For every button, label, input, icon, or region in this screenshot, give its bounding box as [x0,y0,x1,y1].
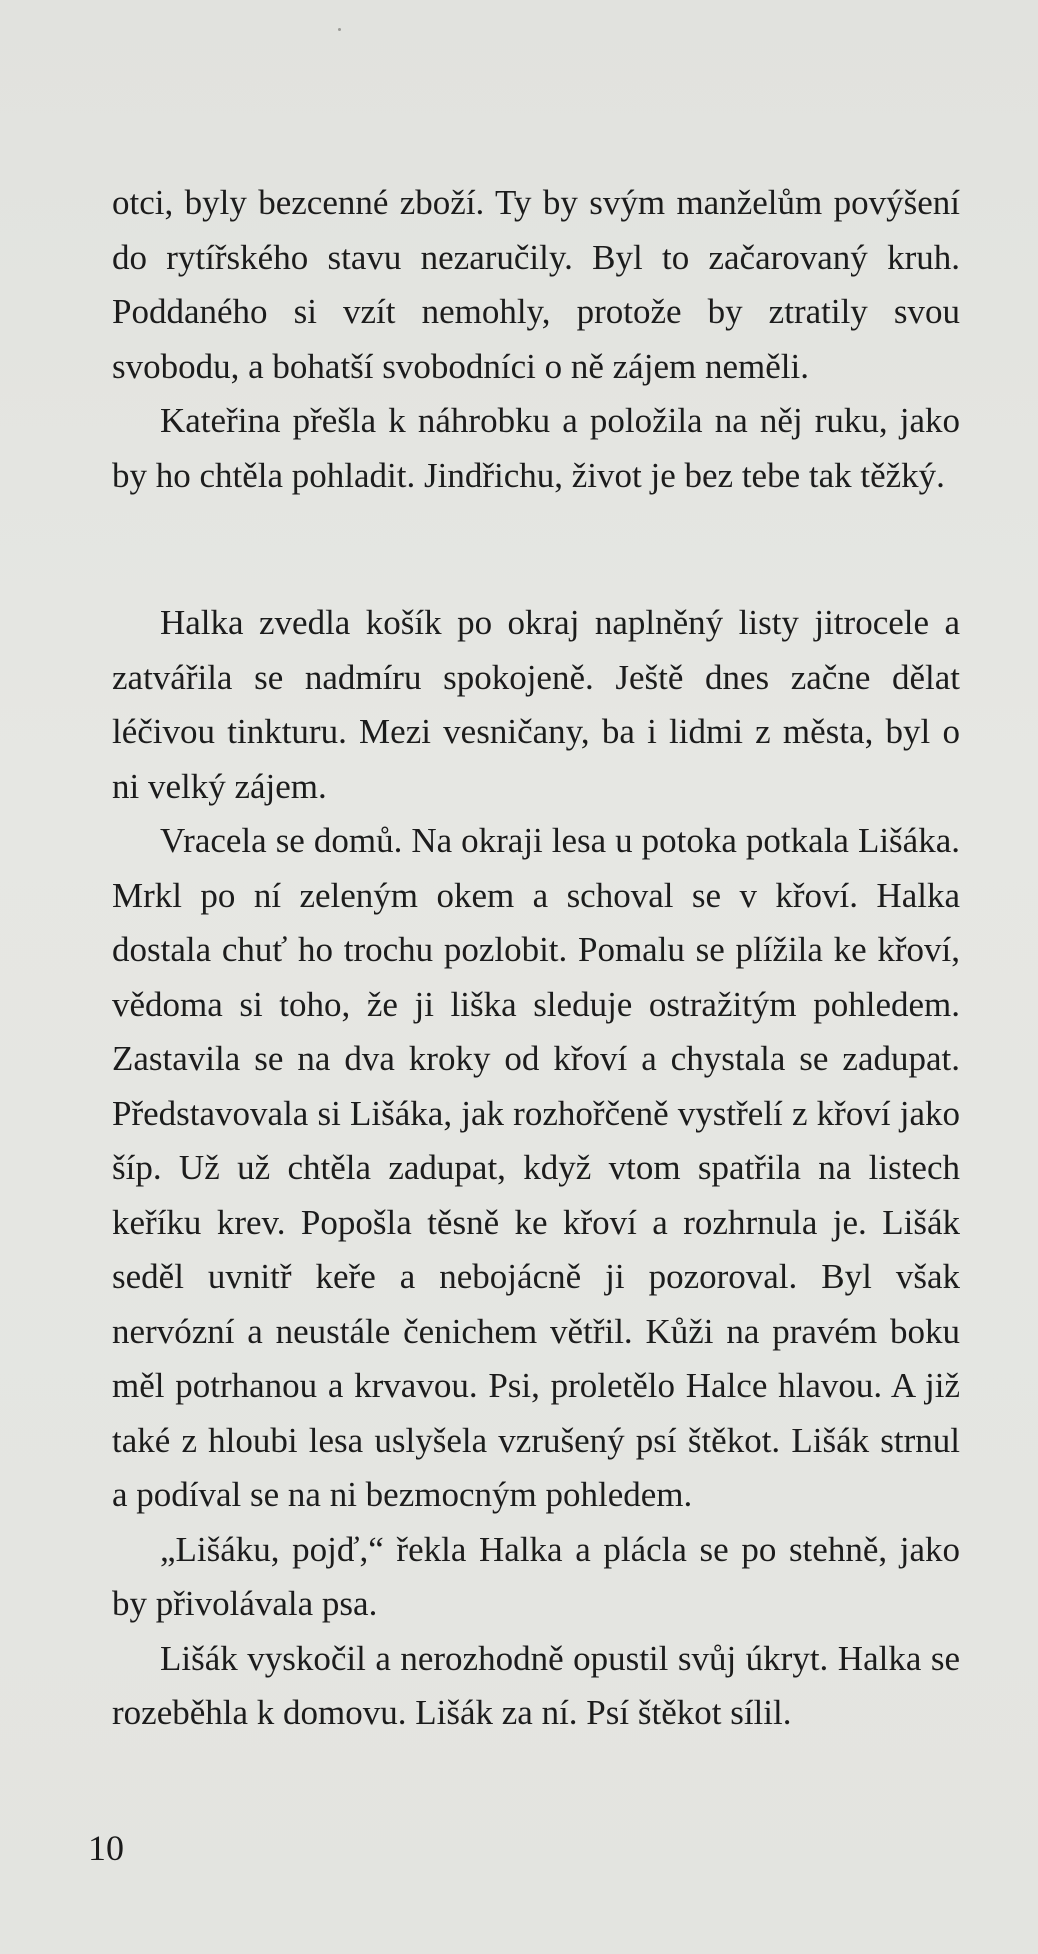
paragraph: Lišák vyskočil a nerozhodně opustil svůj úkryt. Halka se rozeběhla k domovu. Lišák za ní. Psí štěkot sílil. [112,1638,960,1732]
paragraph: Vracela se domů. Na okraji lesa u potoka potkala Lišáka. Mrkl po ní zeleným okem a schoval se v křoví. Halka dostala chuť ho trochu pozlobit. Pomalu se plížila ke křoví, vědoma si toho, že ji liška sleduje ostražitým pohledem. Zastavila se na dva kroky od křoví a chystala se zadupat. Představovala si Lišáka, jak rozhořčeně vystřelí z křoví jako šíp. Už už chtěla zadupat, když vtom spatřila na listech keříku krev. Popošla těsně ke křoví a rozhrnula je. Lišák seděl uvnitř keře a nebojácně ji pozoroval. Byl však nervózní a neustále čenichem větřil. Kůži na pravém boku měl potrhanou a krvavou. Psi, proletělo Halce hlavou. A již také z hloubi lesa uslyšela vzrušený psí štěkot. Lišák strnul a podíval se na ni bezmocným pohledem. [112,821,960,1514]
text-section-2 [112,596,960,1741]
paragraph: Kateřina přešla k náhrobku a položila na něj ruku, jako by ho chtěla pohladit. Jindřichu, život je bez tebe tak těžký. [112,401,960,495]
paragraph: otci, byly bezcenné zboží. Ty by svým manželům povýšení do rytířského stavu nezaručily. Byl to začarovaný kruh. Poddaného si vzít nemohly, protože by ztratily svou svobodu, a bohatší svobodníci o ně zájem neměli. [112,183,960,386]
paper-speck [338,28,341,31]
paragraph: Halka zvedla košík po okraj naplněný listy jitrocele a zatvářila se nadmíru spokojeně. Ještě dnes začne dělat léčivou tinkturu. Mezi vesničany, ba i lidmi z města, byl o ni velký zájem. [112,603,960,806]
page-number: 10 [88,1828,124,1868]
text-section-1 [112,176,960,503]
paragraph: „Lišáku, pojď,“ řekla Halka a plácla se po stehně, jako by přivolávala psa. [112,1529,960,1623]
